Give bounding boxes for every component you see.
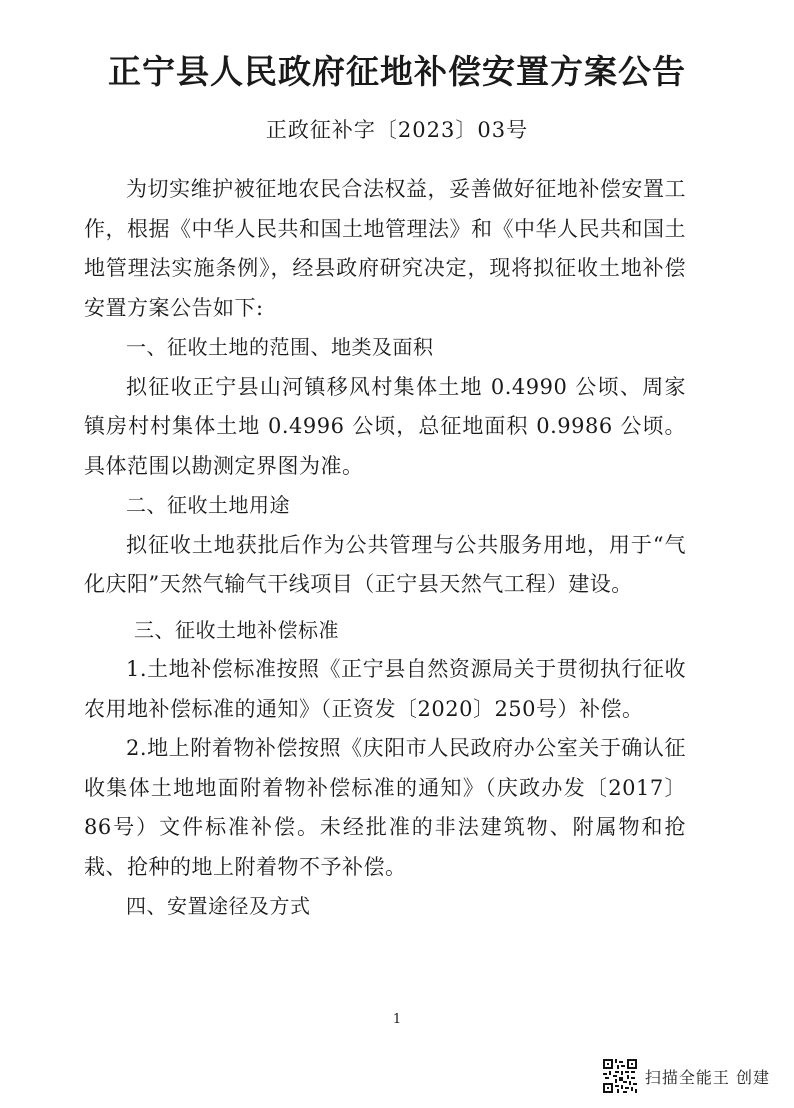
section-heading-2: 二、征收土地用途 <box>126 493 290 517</box>
section-3-item-2: 2.地上附着物补偿按照《庆阳市人民政府办公室关于确认征收集体土地地面附着物补偿标准的通知》（庆政办发〔2017〕86号）文件标准补偿。未经批准的非法建筑物、附属物和抢栽、抢种的地上附着物不予补偿。 <box>84 736 686 879</box>
document-title: 正宁县人民政府征地补偿安置方案公告 <box>108 52 686 91</box>
section-3-item-1: 1.土地补偿标准按照《正宁县自然资源局关于贯彻执行征收农用地补偿标准的通知》（正资发〔2020〕250号）补偿。 <box>84 657 686 721</box>
section-1-paragraph: 拟征收正宁县山河镇移风村集体土地 0.4990 公顷、周家镇房村村集体土地 0.4996 公顷，总征地面积 0.9986 公顷。具体范围以勘测定界图为准。 <box>84 374 686 478</box>
scanner-watermark <box>603 1056 794 1096</box>
section-heading-1: 一、征收土地的范围、地类及面积 <box>126 335 434 359</box>
document-number: 正政征补字〔2023〕03号 <box>265 118 529 142</box>
qr-code-icon <box>603 1059 637 1093</box>
section-2-paragraph: 拟征收土地获批后作为公共管理与公共服务用地，用于“气化庆阳”天然气输气干线项目（正宁县天然气工程）建设。 <box>84 532 686 596</box>
section-heading-4: 四、安置途径及方式 <box>126 894 311 918</box>
intro-paragraph: 为切实维护被征地农民合法权益，妥善做好征地补偿安置工作，根据《中华人民共和国土地管理法》和《中华人民共和国土地管理法实施条例》，经县政府研究决定，现将拟征收土地补偿安置方案公告如下: <box>84 177 686 320</box>
section-heading-3: 三、征收土地补偿标准 <box>134 617 339 642</box>
document-body <box>84 170 686 927</box>
page-number: 1 <box>392 1012 402 1027</box>
watermark-text: 扫描全能王 创建 <box>644 1067 770 1087</box>
